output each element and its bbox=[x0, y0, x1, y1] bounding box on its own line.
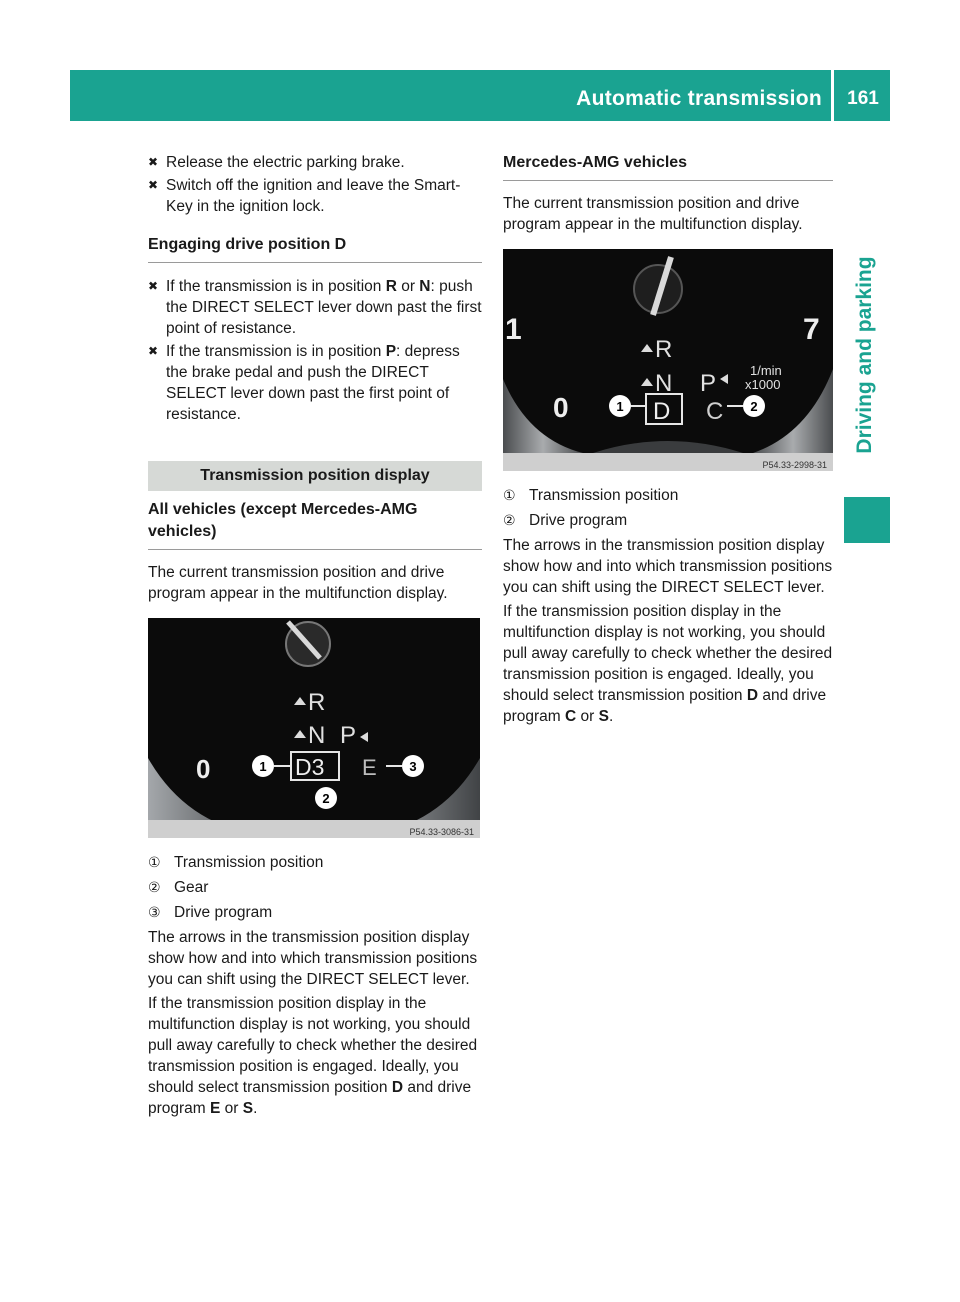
callout-3-number: 3 bbox=[409, 759, 417, 774]
step-from-p: ✖ If the transmission is in position P: depress the brake pedal and push the DIRECT SELECT lever down past the first point of resistance. bbox=[148, 343, 460, 423]
section-title-bar: Transmission position display bbox=[148, 461, 482, 491]
callout-1-number: 1 bbox=[616, 399, 624, 414]
drive-program-label: C bbox=[706, 398, 724, 425]
figure-code: P54.33-3086-31 bbox=[409, 827, 474, 837]
step-arrow-icon: ✖ bbox=[148, 279, 159, 293]
legend-item: ① Transmission position bbox=[148, 854, 324, 871]
rpm-unit-label: 1/min bbox=[750, 363, 782, 378]
heading-all-vehicles: All vehicles (except Mercedes-AMG vehicles) bbox=[148, 499, 482, 550]
arrows-explanation: The arrows in the transmission position display show how and into which transmission positions you can shift using the DIRECT SELECT lever. bbox=[148, 929, 478, 988]
figure-code: P54.33-2998-31 bbox=[762, 460, 827, 470]
figure-code-strip bbox=[503, 453, 833, 471]
p-label: P bbox=[700, 370, 717, 397]
right-column bbox=[503, 152, 833, 730]
step-arrow-icon: ✖ bbox=[148, 178, 159, 192]
header-separator bbox=[831, 70, 834, 121]
side-tab bbox=[845, 250, 885, 460]
amg-intro-text: The current transmission position and drive program appear in the multifunction display. bbox=[503, 195, 803, 233]
left-column bbox=[148, 152, 482, 1122]
rpm-factor-label: x1000 bbox=[745, 377, 781, 392]
gauge-seven-label: 7 bbox=[803, 313, 820, 346]
callout-1-number: 1 bbox=[259, 759, 267, 774]
heading-engaging-d: Engaging drive position D bbox=[148, 234, 482, 263]
step-arrow-icon: ✖ bbox=[148, 155, 159, 169]
r-label: R bbox=[308, 689, 326, 716]
n-label: N bbox=[655, 370, 673, 397]
side-tab-marker bbox=[844, 497, 890, 543]
figure-code-strip bbox=[148, 820, 480, 838]
legend-item: ③ Drive program bbox=[148, 904, 273, 921]
gauge-one-label: 1 bbox=[505, 313, 522, 346]
amg-cluster-illustration bbox=[503, 249, 833, 471]
figure-amg-cluster bbox=[503, 249, 833, 471]
callout-2-number: 2 bbox=[750, 399, 758, 414]
gauge-zero-label: 0 bbox=[196, 754, 211, 784]
figure-instrument-cluster bbox=[148, 618, 480, 838]
gear-label: D bbox=[653, 398, 671, 425]
gauge-zero-label: 0 bbox=[553, 392, 569, 423]
step-switch-off-ignition: ✖ Switch off the ignition and leave the Smart-Key in the ignition lock. bbox=[148, 177, 461, 215]
display-failure-note: If the transmission position display in the multifunction display is not working, you should pull away carefully to check whether the desired transmission position is engaged. Ideally, you should select transmission position D and drive program E or S. bbox=[148, 995, 478, 1117]
page-number: 161 bbox=[847, 88, 879, 109]
cluster-illustration bbox=[148, 618, 480, 838]
n-label: N bbox=[308, 722, 326, 749]
legend-item: ② Drive program bbox=[503, 512, 628, 529]
drive-program-label: E bbox=[362, 755, 377, 780]
intro-text: The current transmission position and drive program appear in the multifunction display. bbox=[148, 564, 448, 602]
legend-list bbox=[148, 852, 482, 923]
gear-label: D3 bbox=[295, 754, 325, 780]
heading-amg-vehicles: Mercedes-AMG vehicles bbox=[503, 152, 833, 181]
side-tab-label: Driving and parking bbox=[853, 256, 876, 454]
step-from-r-or-n: ✖ If the transmission is in position R or N: push the DIRECT SELECT lever down past the first point of resistance. bbox=[148, 278, 482, 337]
legend-item: ① Transmission position bbox=[503, 487, 679, 504]
step-arrow-icon: ✖ bbox=[148, 344, 159, 358]
r-label: R bbox=[655, 336, 673, 363]
legend-item: ② Gear bbox=[148, 879, 209, 896]
p-label: P bbox=[340, 722, 357, 749]
amg-arrows-explanation: The arrows in the transmission position display show how and into which transmission positions you can shift using the DIRECT SELECT lever. bbox=[503, 537, 833, 596]
chapter-title: Automatic transmission bbox=[576, 87, 822, 110]
amg-display-failure-note: If the transmission position display in the multifunction display is not working, you should pull away carefully to check whether the desired transmission position is engaged. Ideally, you should select transmission position D and drive program C or S. bbox=[503, 603, 833, 725]
legend-list bbox=[503, 485, 833, 531]
callout-2-number: 2 bbox=[322, 791, 330, 806]
step-release-brake: ✖ Release the electric parking brake. bbox=[148, 154, 405, 171]
